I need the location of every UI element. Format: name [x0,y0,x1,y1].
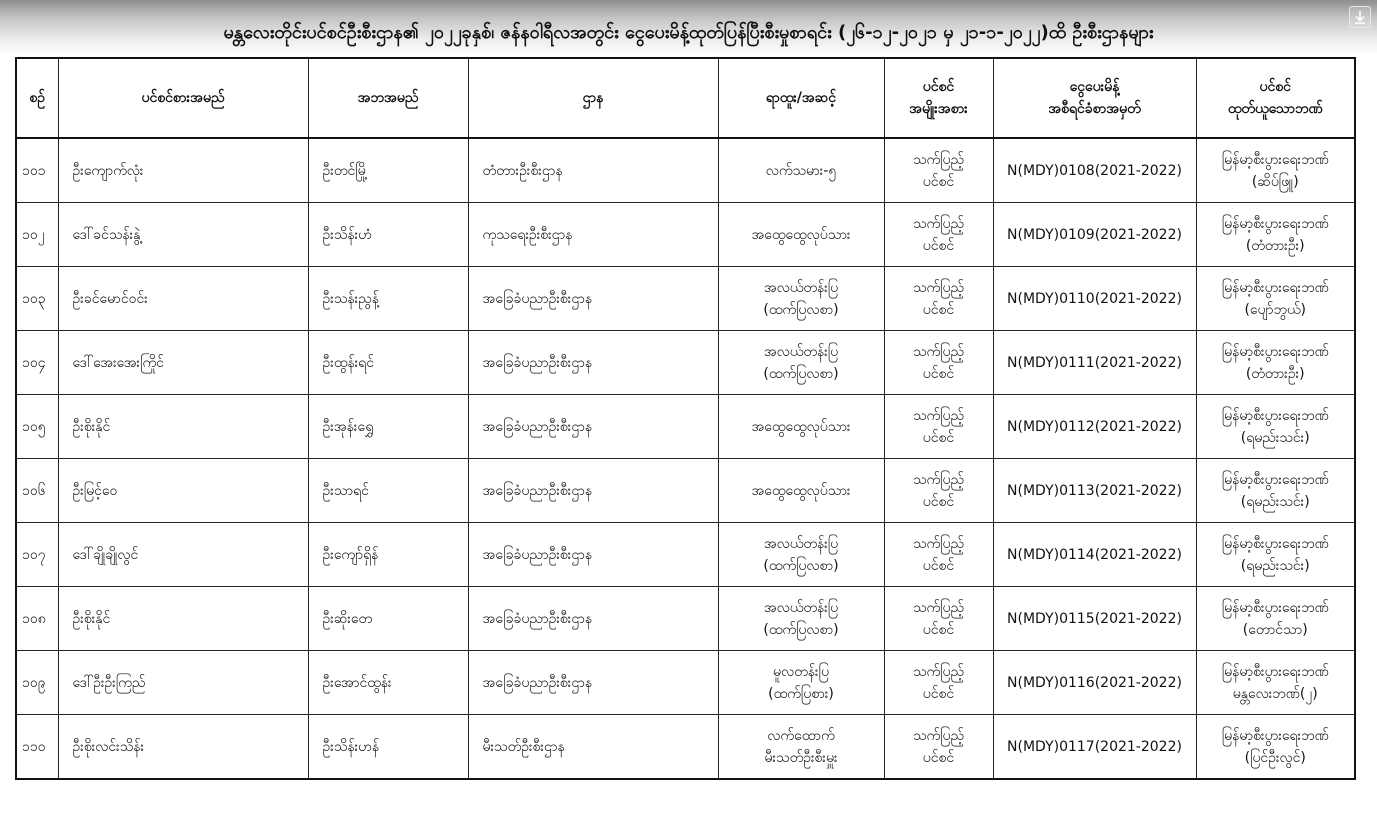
cell-line: ပင်စင် [922,237,955,254]
cell-line: ပင်စင် [922,365,955,382]
cell-line: ပင်စင် [922,493,955,510]
cell-bank [1196,267,1355,331]
cell-line: (ဆိပ်ဖြူ) [1251,173,1299,190]
cell-line: ထုတ်ယူသောဘဏ် [1227,101,1323,117]
table-row [16,459,1355,523]
cell-department: အခြေခံပညာဦးစီးဌာန [468,331,718,395]
cell-bank [1196,459,1355,523]
cell-line: အလယ်တန်းပြ [763,343,839,360]
cell-license-number: N(MDY)0115(2021-2022) [993,587,1196,651]
cell-license-number: N(MDY)0108(2021-2022) [993,138,1196,203]
cell-line: မြန်မာ့စီးပွားရေးဘဏ် [1221,407,1329,424]
cell-department: ကုသရေးဦးစီးဌာန [468,203,718,267]
cell-pensioner-name: ဦးစိုးလင်းသိန်း [58,715,308,780]
cell-line: သက်ပြည့် [912,407,965,424]
cell-line: သက်ပြည့် [912,215,965,232]
download-button[interactable] [1349,6,1371,28]
cell-line: (ရမည်းသင်း) [1240,493,1310,510]
cell-line: ပင်စင် [922,685,955,702]
col-header-name [58,58,308,138]
download-icon [1350,7,1370,27]
cell-line: အလယ်တန်းပြ [763,279,839,296]
cell-line: အလယ်တန်းပြ [763,599,839,616]
cell-bank [1196,651,1355,715]
cell-no: ၁၀၇ [16,523,58,587]
cell-line: မြန်မာ့စီးပွားရေးဘဏ် [1221,279,1329,296]
table-body [16,138,1355,779]
cell-department: အခြေခံပညာဦးစီးဌာန [468,523,718,587]
cell-license-number: N(MDY)0109(2021-2022) [993,203,1196,267]
cell-license-number: N(MDY)0117(2021-2022) [993,715,1196,780]
cell-father-name: ဦးတင်မြို့ [308,138,468,203]
cell-pensioner-name: ဦးခင်မောင်ဝင်း [58,267,308,331]
cell-line: ပင်စင် [922,557,955,574]
cell-line: ပင်စင် [922,621,955,638]
cell-no: ၁၀၈ [16,587,58,651]
cell-pension-type [884,331,993,395]
cell-line: အမျိုးအစား [909,101,968,117]
table-row [16,267,1355,331]
cell-line: မြန်မာ့စီးပွားရေးဘဏ် [1221,343,1329,360]
cell-pensioner-name: ဦးမြင့်ဝေ [58,459,308,523]
cell-department: အခြေခံပညာဦးစီးဌာန [468,587,718,651]
cell-line: မြန်မာ့စီးပွားရေးဘဏ် [1221,151,1329,168]
cell-license-number: N(MDY)0114(2021-2022) [993,523,1196,587]
cell-line: သက်ပြည့် [912,279,965,296]
col-header-father [308,58,468,138]
cell-pension-type [884,587,993,651]
col-header-pension-type [884,58,993,138]
col-header-department [468,58,718,138]
cell-no: ၁၀၉ [16,651,58,715]
cell-pensioner-name: ဒေါ်ဦးဦးကြည် [58,651,308,715]
cell-line: သက်ပြည့် [912,535,965,552]
cell-line: ပင်စင် [922,173,955,190]
cell-line: စဉ် [29,90,46,106]
cell-father-name: ဦးသာရင် [308,459,468,523]
cell-line: (တောင်သာ) [1242,621,1308,638]
cell-department: မီးသတ်ဦးစီးဌာန [468,715,718,780]
cell-line: သက်ပြည့် [912,727,965,744]
cell-no: ၁၀၃ [16,267,58,331]
pension-table [15,57,1356,780]
cell-line: လက်ထောက် [767,727,835,744]
cell-bank [1196,138,1355,203]
cell-rank [718,331,884,395]
table-row [16,587,1355,651]
cell-rank [718,459,884,523]
cell-line: (ထက်ပြလစာ) [763,301,839,318]
cell-line: အစီရင်ခံစာအမှတ် [1048,101,1141,117]
cell-line: သက်ပြည့် [912,343,965,360]
cell-rank [718,587,884,651]
cell-pensioner-name: ဒေါ်ခင်သန်းနွဲ့ [58,203,308,267]
cell-father-name: ဦးအောင်ထွန်း [308,651,468,715]
page-title: မန္တလေးတိုင်းပင်စင်ဦးစီးဌာန၏ ၂၀၂၂ခုနှစ်၊ ဇန်နဝါရီလအတွင်း ငွေပေးမိန့်ထုတ်ပြန်ပြီးစီးမှုစာရင်း (၂၆-၁၂-၂၀၂၁ မှ ၂၁-၁-၂၀၂၂)ထိ ဦးစီးဌာနများ [223,22,1154,43]
cell-father-name: ဦးသိန်းဟန် [308,715,468,780]
cell-line: သက်ပြည့် [912,471,965,488]
header-row [16,58,1355,138]
cell-rank [718,395,884,459]
cell-father-name: ဦးထွန်းရင် [308,331,468,395]
cell-rank [718,138,884,203]
cell-line: ပင်စင် [922,301,955,318]
cell-line: အထွေထွေလုပ်သား [751,482,851,499]
table-row [16,715,1355,780]
cell-line: အထွေထွေလုပ်သား [751,226,851,243]
cell-line: ပင်စင် [922,429,955,446]
cell-rank [718,523,884,587]
cell-line: ပင်စင် [922,749,955,766]
cell-line: (ရမည်းသင်း) [1240,429,1310,446]
cell-pension-type [884,459,993,523]
cell-line: ရာထူး/အဆင့် [765,90,837,106]
cell-line: (ထက်ပြလစာ) [763,365,839,382]
cell-line: (ပျော်ဘွယ်) [1244,301,1307,318]
cell-father-name: ဦးသိန်းဟံ [308,203,468,267]
cell-line: (ပြင်ဦးလွင်) [1244,749,1306,766]
cell-line: မူလတန်းပြ [773,663,829,680]
cell-department: အခြေခံပညာဦးစီးဌာန [468,651,718,715]
cell-bank [1196,203,1355,267]
cell-line: အဘအမည် [357,90,419,106]
cell-line: မြန်မာ့စီးပွားရေးဘဏ် [1221,471,1329,488]
cell-rank [718,267,884,331]
cell-bank [1196,331,1355,395]
cell-line: ဌာန [582,90,604,106]
cell-no: ၁၀၂ [16,203,58,267]
col-header-license-number [993,58,1196,138]
cell-pension-type [884,138,993,203]
cell-no: ၁၀၄ [16,331,58,395]
cell-license-number: N(MDY)0112(2021-2022) [993,395,1196,459]
cell-line: (ထက်ပြလစာ) [763,621,839,638]
cell-line: သက်ပြည့် [912,151,965,168]
cell-pension-type [884,395,993,459]
cell-pension-type [884,715,993,780]
cell-line: မြန်မာ့စီးပွားရေးဘဏ် [1221,727,1329,744]
cell-father-name: ဦးကျော်ရှိန် [308,523,468,587]
cell-no: ၁၀၆ [16,459,58,523]
cell-pensioner-name: ဒေါ်ချိုချိုလွင် [58,523,308,587]
cell-line: အထွေထွေလုပ်သား [751,418,851,435]
cell-department: တံတားဦးစီးဌာန [468,138,718,203]
cell-line: မန္တလေးဘဏ်(၂) [1232,685,1318,702]
cell-line: မြန်မာ့စီးပွားရေးဘဏ် [1221,535,1329,552]
table-row [16,395,1355,459]
cell-line: မြန်မာ့စီးပွားရေးဘဏ် [1221,599,1329,616]
col-header-bank [1196,58,1355,138]
cell-pensioner-name: ဦးကျောက်လုံး [58,138,308,203]
cell-pension-type [884,523,993,587]
cell-line: (ထက်ပြစား) [768,685,834,702]
cell-no: ၁၁၀ [16,715,58,780]
cell-line: ပင်စင် [922,79,955,95]
cell-department: အခြေခံပညာဦးစီးဌာန [468,267,718,331]
cell-pension-type [884,203,993,267]
cell-bank [1196,715,1355,780]
cell-no: ၁၀၅ [16,395,58,459]
cell-line: မြန်မာ့စီးပွားရေးဘဏ် [1221,215,1329,232]
table-row [16,523,1355,587]
cell-line: (တံတားဦး) [1245,237,1305,254]
cell-rank [718,203,884,267]
table-row [16,331,1355,395]
cell-department: အခြေခံပညာဦးစီးဌာန [468,395,718,459]
cell-bank [1196,523,1355,587]
cell-bank [1196,395,1355,459]
cell-license-number: N(MDY)0113(2021-2022) [993,459,1196,523]
cell-department: အခြေခံပညာဦးစီးဌာန [468,459,718,523]
cell-line: သက်ပြည့် [912,599,965,616]
table-row [16,138,1355,203]
cell-pension-type [884,267,993,331]
cell-license-number: N(MDY)0110(2021-2022) [993,267,1196,331]
cell-line: (ရမည်းသင်း) [1240,557,1310,574]
col-header-no [16,58,58,138]
col-header-rank [718,58,884,138]
cell-rank [718,715,884,780]
cell-pension-type [884,651,993,715]
cell-line: ပင်စင်စားအမည် [141,90,225,106]
cell-pensioner-name: ဒေါ်အေးအေးကြိုင် [58,331,308,395]
table-header [16,58,1355,138]
cell-bank [1196,587,1355,651]
cell-rank [718,651,884,715]
cell-pensioner-name: ဦးစိုးနိုင် [58,587,308,651]
cell-father-name: ဦးသန်းညွန့် [308,267,468,331]
cell-line: မြန်မာ့စီးပွားရေးဘဏ် [1221,663,1329,680]
cell-line: အလယ်တန်းပြ [763,535,839,552]
cell-no: ၁၀၁ [16,138,58,203]
table-row [16,203,1355,267]
cell-line: သက်ပြည့် [912,663,965,680]
cell-license-number: N(MDY)0111(2021-2022) [993,331,1196,395]
cell-father-name: ဦးဆိုးတေ [308,587,468,651]
cell-line: (တံတားဦး) [1245,365,1305,382]
table-row [16,651,1355,715]
cell-line: လက်သမား-၅ [765,162,837,179]
cell-pensioner-name: ဦးစိုးနိုင် [58,395,308,459]
cell-line: ပင်စင် [1259,79,1291,95]
cell-father-name: ဦးအုန်းရွှေ [308,395,468,459]
cell-line: ငွေပေးမိန့် [1069,79,1120,95]
cell-line: (ထက်ပြလစာ) [763,557,839,574]
cell-license-number: N(MDY)0116(2021-2022) [993,651,1196,715]
cell-line: မီးသတ်ဦးစီးမှူး [764,749,838,766]
